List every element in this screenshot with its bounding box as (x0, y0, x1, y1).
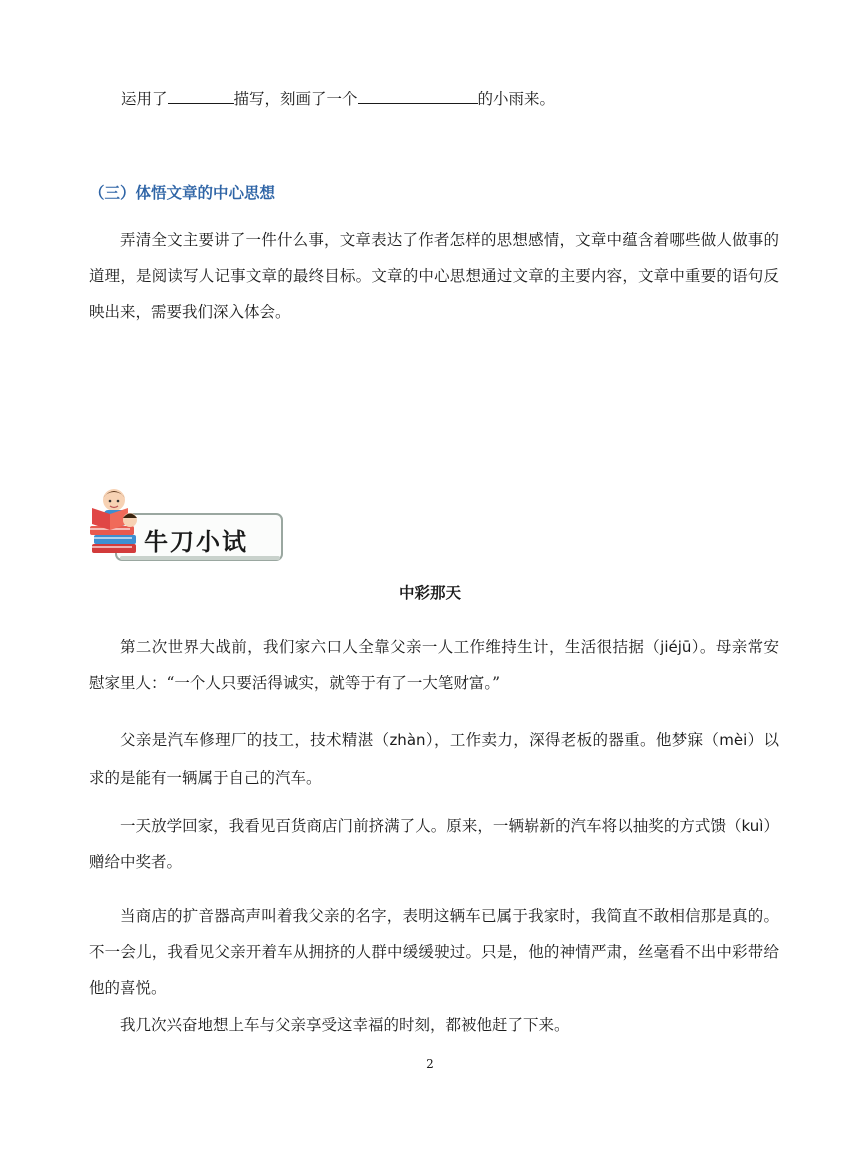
p2-text-b: ），工作卖力，深得老板的器重。他梦寐（ (425, 731, 720, 749)
blank-line-text-3: 的小雨来。 (477, 90, 556, 108)
story-paragraph-4: 当商店的扩音器高声叫着我父亲的名字，表明这辆车已属于我家时，我简直不敢相信那是真的。不一会儿，我看见父亲开着车从拥挤的人群中缓缓驶过。只是，他的神情严肃，丝毫看不出中彩带给他的喜悦。 (89, 907, 779, 997)
practice-badge (86, 486, 286, 566)
section-paragraph: 弄清全文主要讲了一件什么事，文章表达了作者怎样的思想感情，文章中蕴含着哪些做人做事的道理，是阅读写人记事文章的最终目标。文章的中心思想通过文章的主要内容，文章中重要的语句反映出来，需要我们深入体会。 (89, 231, 779, 321)
p2-text-a: 父亲是汽车修理厂的技工，技术精湛（ (120, 731, 390, 749)
p2-pinyin-2: mèi (719, 731, 748, 749)
p1-pinyin: jiéjū (660, 638, 692, 656)
fill-blank-line (121, 88, 811, 110)
section-heading: （三）体悟文章的中心思想 (89, 184, 276, 202)
page-number: 2 (426, 1057, 434, 1071)
story-title: 中彩那天 (398, 583, 461, 602)
p3-text-b: ）赠给中奖者。 (89, 817, 779, 871)
answer-blank-1[interactable] (168, 88, 234, 104)
story-paragraph-2 (89, 721, 779, 797)
blank-line-text-2: 描写，刻画了一个 (233, 90, 358, 108)
p2-pinyin-1: zhàn (389, 731, 426, 749)
p3-pinyin: kuì (741, 817, 764, 835)
p3-text-a: 一天放学回家，我看见百货商店门前挤满了人。原来，一辆崭新的汽车将以抽奖的方式馈（ (120, 817, 742, 835)
blank-line-text-1: 运用了 (121, 90, 168, 108)
story-paragraph-3 (89, 808, 779, 880)
answer-blank-2[interactable] (358, 88, 478, 104)
p1-text-b: ）。母亲常安慰家里人：“一个人只要活得诚实，就等于有了一大笔财富。” (89, 638, 779, 692)
story-paragraph-1 (89, 629, 779, 701)
p1-text-a: 第二次世界大战前，我们家六口人全靠父亲一人工作维持生计，生活很拮据（ (120, 638, 661, 656)
story-paragraph-5: 我几次兴奋地想上车与父亲享受这幸福的时刻，都被他赶了下来。 (120, 1016, 570, 1034)
badge-label: 牛刀小试 (144, 528, 248, 556)
p2-text-c: ）以求的是能有一辆属于自己的汽车。 (89, 731, 779, 787)
